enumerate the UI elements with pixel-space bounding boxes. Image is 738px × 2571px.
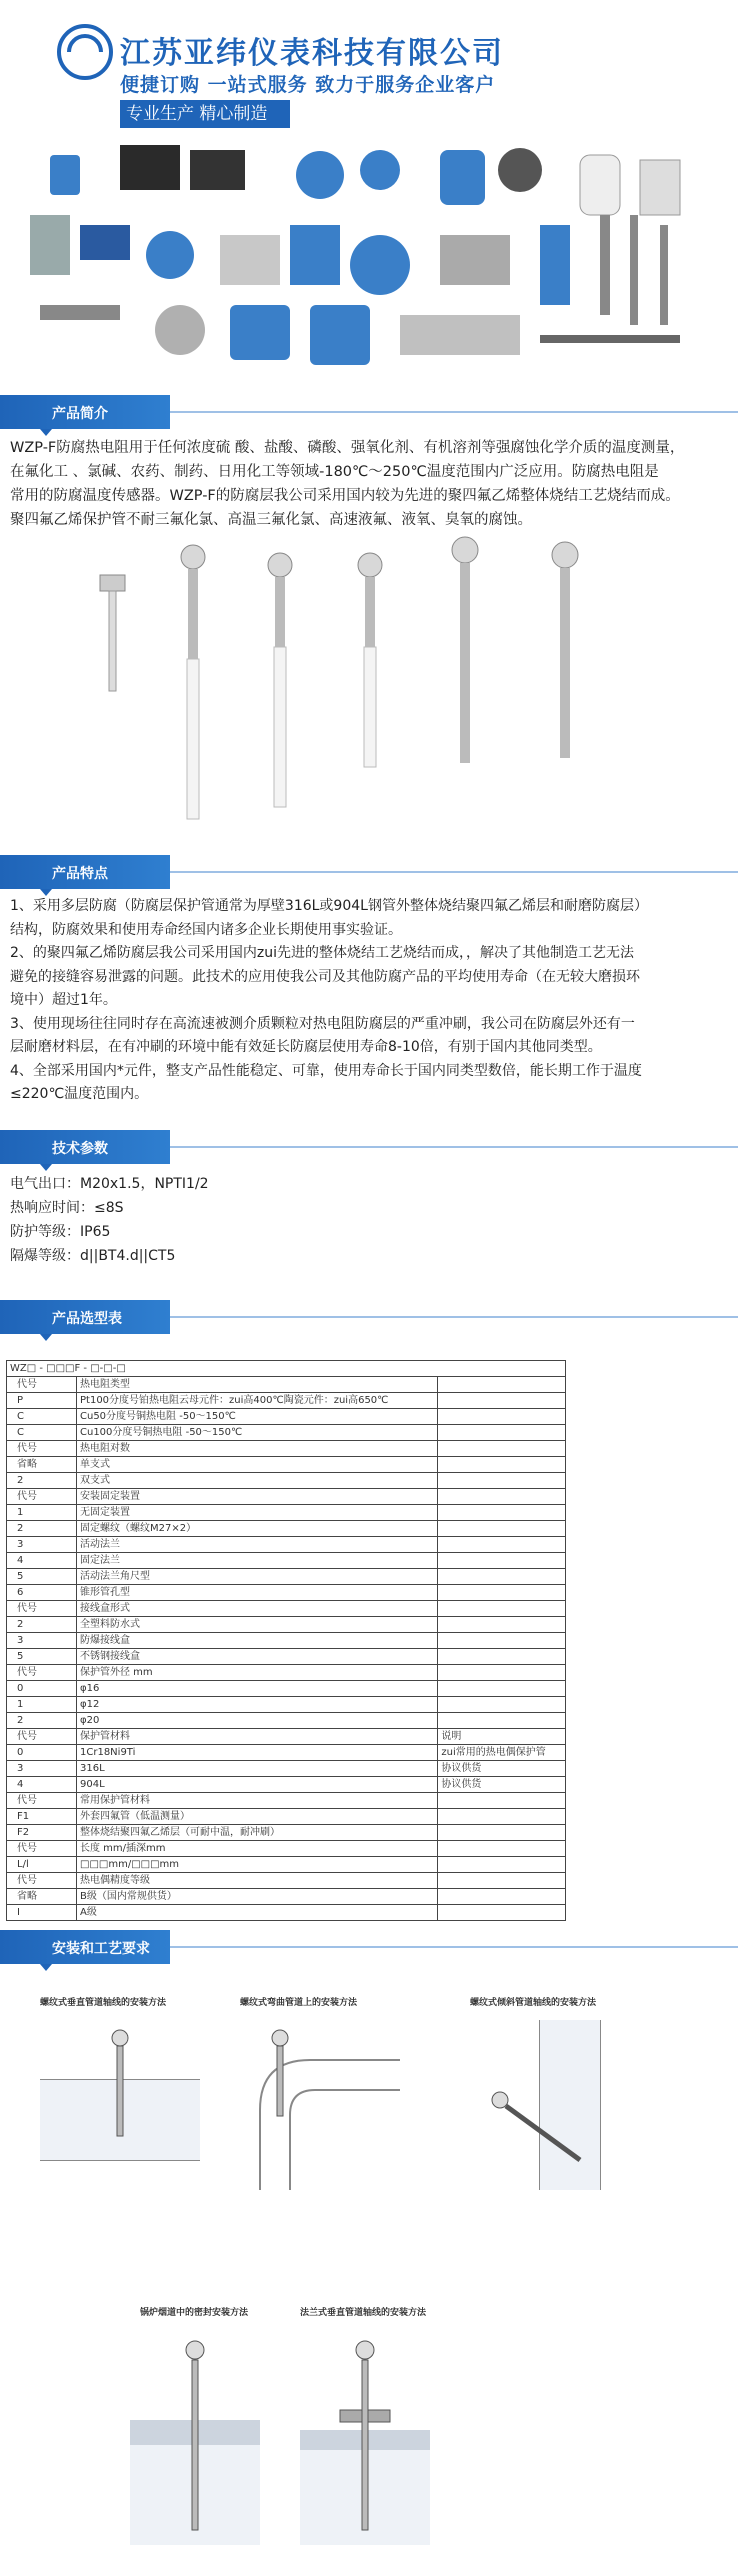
- table-cell: [438, 1569, 566, 1585]
- section-header-selection: [0, 1300, 738, 1334]
- table-cell: 活动法兰: [77, 1537, 438, 1553]
- feature-line: 4、全部采用国内*元件，整支产品性能稳定、可靠，使用寿命长于国内同类型数倍，能长期工作于温度: [10, 1062, 642, 1079]
- table-cell: φ12: [77, 1697, 438, 1713]
- feature-line: 层耐磨材料层，在有冲刷的环境中能有效延长防腐层使用寿命8-10倍，有别于国内其他同类型。: [10, 1039, 602, 1055]
- table-cell: 代号: [7, 1841, 77, 1857]
- intro-paragraph: [10, 436, 730, 532]
- table-cell: I: [7, 1905, 77, 1921]
- table-cell: 2: [7, 1713, 77, 1729]
- table-cell: [438, 1553, 566, 1569]
- table-cell: [438, 1681, 566, 1697]
- table-cell: [438, 1521, 566, 1537]
- params-list: [10, 1172, 209, 1268]
- section-header-intro: [0, 395, 738, 429]
- table-cell: 接线盒形式: [77, 1601, 438, 1617]
- install-diagram-flue: [130, 2330, 260, 2550]
- table-cell: 代号: [7, 1793, 77, 1809]
- table-cell: 316L: [77, 1761, 438, 1777]
- table-cell: 4: [7, 1777, 77, 1793]
- section-title-install: 安装和工艺要求: [52, 1941, 150, 1957]
- intro-line: WZP-F防腐热电阻用于任何浓度硫 酸、盐酸、磷酸、强氧化剂、有机溶剂等强腐蚀化学介质的温度测量，: [10, 440, 685, 456]
- header-banner: [0, 0, 738, 395]
- table-cell: 单支式: [77, 1457, 438, 1473]
- intro-line: 常用的防腐温度传感器。WZP-F的防腐层我公司采用国内较为先进的聚四氟乙烯整体烧结工艺烧结而成。: [10, 488, 680, 504]
- table-cell: [438, 1873, 566, 1889]
- table-cell: [438, 1505, 566, 1521]
- table-cell: 4: [7, 1553, 77, 1569]
- table-row: [7, 1681, 566, 1697]
- product-photos-image: [80, 535, 640, 825]
- table-row: [7, 1857, 566, 1873]
- table-row: [7, 1873, 566, 1889]
- table-cell: [438, 1889, 566, 1905]
- table-row: [7, 1601, 566, 1617]
- table-row: [7, 1585, 566, 1601]
- table-row: [7, 1649, 566, 1665]
- table-cell: [438, 1809, 566, 1825]
- table-cell: [438, 1825, 566, 1841]
- table-row: [7, 1729, 566, 1745]
- table-row: [7, 1457, 566, 1473]
- table-cell: 说明: [438, 1729, 566, 1745]
- table-cell: C: [7, 1409, 77, 1425]
- table-cell: [438, 1377, 566, 1393]
- table-cell: L/l: [7, 1857, 77, 1873]
- table-cell: 1: [7, 1505, 77, 1521]
- table-cell: [438, 1617, 566, 1633]
- table-cell: [438, 1905, 566, 1921]
- table-row: [7, 1441, 566, 1457]
- table-cell: 6: [7, 1585, 77, 1601]
- table-cell: 3: [7, 1537, 77, 1553]
- table-cell: B级（国内常规供货）: [77, 1889, 438, 1905]
- table-row: [7, 1393, 566, 1409]
- table-cell: [438, 1457, 566, 1473]
- table-cell: 保护管外径 mm: [77, 1665, 438, 1681]
- table-cell: 热电阻类型: [77, 1377, 438, 1393]
- table-header-cell: WZ□ - □□□F - □-□-□: [7, 1361, 566, 1377]
- section-title-intro: 产品简介: [52, 406, 108, 422]
- table-row: [7, 1361, 566, 1377]
- table-cell: [438, 1697, 566, 1713]
- install-diagram-flange: [300, 2330, 430, 2550]
- table-cell: 代号: [7, 1601, 77, 1617]
- param-line: 热响应时间：≤8S: [10, 1200, 124, 1216]
- table-cell: φ20: [77, 1713, 438, 1729]
- install-label-flange: 法兰式垂直管道轴线的安装方法: [300, 2308, 427, 2318]
- table-cell: 固定法兰: [77, 1553, 438, 1569]
- table-cell: 代号: [7, 1873, 77, 1889]
- table-cell: 双支式: [77, 1473, 438, 1489]
- table-cell: 1Cr18Ni9Ti: [77, 1745, 438, 1761]
- table-row: [7, 1697, 566, 1713]
- table-cell: F2: [7, 1825, 77, 1841]
- table-cell: [438, 1585, 566, 1601]
- table-row: [7, 1745, 566, 1761]
- table-cell: 3: [7, 1761, 77, 1777]
- intro-line: 在氟化工 、氯碱、农药、制药、日用化工等领域-180℃～250℃温度范围内广泛应用。防腐热电阻是: [10, 464, 659, 480]
- table-cell: □□□mm/□□□mm: [77, 1857, 438, 1873]
- table-cell: 代号: [7, 1489, 77, 1505]
- table-cell: [438, 1473, 566, 1489]
- feature-line: 结构，防腐效果和使用寿命经国内诸多企业长期使用事实验证。: [10, 921, 402, 938]
- table-cell: zui常用的热电偶保护管: [438, 1745, 566, 1761]
- table-row: [7, 1665, 566, 1681]
- table-row: [7, 1569, 566, 1585]
- table-cell: 无固定装置: [77, 1505, 438, 1521]
- table-row: [7, 1377, 566, 1393]
- table-cell: 0: [7, 1681, 77, 1697]
- company-slogan: 便捷订购 一站式服务 致力于服务企业客户: [120, 74, 496, 96]
- table-cell: 固定螺纹（螺纹M27×2）: [77, 1521, 438, 1537]
- table-row: [7, 1521, 566, 1537]
- table-cell: 3: [7, 1633, 77, 1649]
- install-label-curved: 螺纹式弯曲管道上的安装方法: [240, 1998, 358, 2008]
- table-cell: 锥形管孔型: [77, 1585, 438, 1601]
- table-cell: [438, 1857, 566, 1873]
- table-cell: 不锈钢接线盒: [77, 1649, 438, 1665]
- table-cell: 2: [7, 1473, 77, 1489]
- section-title-selection: 产品选型表: [52, 1311, 122, 1327]
- feature-line: 境中）超过1年。: [10, 992, 117, 1008]
- section-title-features: 产品特点: [52, 866, 108, 882]
- product-collage-image: [20, 135, 720, 385]
- table-cell: 代号: [7, 1377, 77, 1393]
- table-cell: [438, 1793, 566, 1809]
- table-row: [7, 1553, 566, 1569]
- table-row: [7, 1825, 566, 1841]
- table-cell: Cu50分度号铜热电阻 -50～150℃: [77, 1409, 438, 1425]
- table-cell: Cu100分度号铜热电阻 -50～150℃: [77, 1425, 438, 1441]
- install-label-vertical: 螺纹式垂直管道轴线的安装方法: [40, 1998, 167, 2008]
- table-row: [7, 1633, 566, 1649]
- param-line: 电气出口：M20x1.5，NPTI1/2: [10, 1176, 209, 1192]
- table-cell: [438, 1633, 566, 1649]
- table-row: [7, 1793, 566, 1809]
- quality-badge: 专业生产 精心制造: [120, 100, 290, 128]
- install-diagram-inclined: [470, 2020, 630, 2190]
- table-row: [7, 1809, 566, 1825]
- table-cell: 904L: [77, 1777, 438, 1793]
- table-cell: 协议供货: [438, 1761, 566, 1777]
- table-cell: [438, 1409, 566, 1425]
- table-cell: 常用保护管材料: [77, 1793, 438, 1809]
- table-cell: [438, 1713, 566, 1729]
- feature-line: 1、采用多层防腐（防腐层保护管通常为厚壁316L或904L钢管外整体烧结聚四氟乙烯层和耐磨防腐层）: [10, 898, 648, 914]
- table-cell: A级: [77, 1905, 438, 1921]
- table-cell: 防爆接线盒: [77, 1633, 438, 1649]
- section-title-params: 技术参数: [52, 1141, 108, 1157]
- feature-line: 避免的接缝容易泄露的问题。此技术的应用使我公司及其他防腐产品的平均使用寿命（在无较大磨损环: [10, 968, 640, 985]
- param-line: 防护等级：IP65: [10, 1224, 111, 1240]
- feature-line: 3、使用现场往往同时存在高流速被测介质颗粒对热电阻防腐层的严重冲刷，我公司在防腐层外还有一: [10, 1015, 635, 1032]
- feature-line: 2、的聚四氟乙烯防腐层我公司采用国内zui先进的整体烧结工艺烧结而成，，解决了其他制造工艺无法: [10, 945, 635, 961]
- company-logo-icon: [55, 22, 115, 82]
- table-cell: Pt100分度号铂热电阻云母元件：zui高400℃陶瓷元件：zui高650℃: [77, 1393, 438, 1409]
- table-cell: 代号: [7, 1729, 77, 1745]
- table-cell: C: [7, 1425, 77, 1441]
- table-cell: [438, 1441, 566, 1457]
- table-cell: φ16: [77, 1681, 438, 1697]
- table-cell: [438, 1537, 566, 1553]
- install-label-inclined: 螺纹式倾斜管道轴线的安装方法: [470, 1998, 597, 2008]
- table-cell: 安装固定装置: [77, 1489, 438, 1505]
- table-cell: 0: [7, 1745, 77, 1761]
- install-diagram-vertical: [40, 2020, 200, 2190]
- table-row: [7, 1841, 566, 1857]
- table-row: [7, 1425, 566, 1441]
- table-row: [7, 1537, 566, 1553]
- table-cell: 2: [7, 1521, 77, 1537]
- table-cell: [438, 1665, 566, 1681]
- table-cell: 外套四氟管（低温测量）: [77, 1809, 438, 1825]
- table-cell: 协议供货: [438, 1777, 566, 1793]
- table-row: [7, 1409, 566, 1425]
- table-cell: 省略: [7, 1457, 77, 1473]
- table-cell: 全塑料防水式: [77, 1617, 438, 1633]
- table-cell: 5: [7, 1569, 77, 1585]
- table-row: [7, 1489, 566, 1505]
- table-row: [7, 1473, 566, 1489]
- table-cell: P: [7, 1393, 77, 1409]
- table-row: [7, 1905, 566, 1921]
- feature-line: ≤220℃温度范围内。: [10, 1086, 149, 1102]
- table-row: [7, 1761, 566, 1777]
- selection-table: [6, 1360, 566, 1921]
- table-cell: 热电偶精度等级: [77, 1873, 438, 1889]
- table-row: [7, 1889, 566, 1905]
- table-cell: [438, 1425, 566, 1441]
- table-cell: 长度 mm/插深mm: [77, 1841, 438, 1857]
- param-line: 隔爆等级：d||BT4.d||CT5: [10, 1248, 176, 1264]
- table-cell: 代号: [7, 1441, 77, 1457]
- table-cell: F1: [7, 1809, 77, 1825]
- table-row: [7, 1777, 566, 1793]
- features-paragraph: [10, 895, 730, 1107]
- install-label-flue: 锅炉烟道中的密封安装方法: [140, 2308, 249, 2318]
- table-cell: 5: [7, 1649, 77, 1665]
- table-cell: 热电阻对数: [77, 1441, 438, 1457]
- table-cell: [438, 1489, 566, 1505]
- intro-line: 聚四氟乙烯保护管不耐三氟化氯、高温三氟化氯、高速液氟、液氧、臭氧的腐蚀。: [10, 512, 532, 528]
- table-cell: [438, 1393, 566, 1409]
- company-name: 江苏亚纬仪表科技有限公司: [120, 36, 504, 71]
- install-diagram-curved: [240, 2020, 400, 2190]
- table-cell: 活动法兰角尺型: [77, 1569, 438, 1585]
- section-header-features: [0, 855, 738, 889]
- section-header-params: [0, 1130, 738, 1164]
- table-row: [7, 1505, 566, 1521]
- table-cell: [438, 1841, 566, 1857]
- table-cell: [438, 1601, 566, 1617]
- table-cell: 保护管材料: [77, 1729, 438, 1745]
- table-row: [7, 1617, 566, 1633]
- table-cell: 省略: [7, 1889, 77, 1905]
- table-cell: 代号: [7, 1665, 77, 1681]
- table-cell: [438, 1649, 566, 1665]
- table-cell: 1: [7, 1697, 77, 1713]
- table-cell: 2: [7, 1617, 77, 1633]
- section-header-install: [0, 1930, 738, 1964]
- table-cell: 整体烧结聚四氟乙烯层（可耐中温，耐冲刷）: [77, 1825, 438, 1841]
- table-row: [7, 1713, 566, 1729]
